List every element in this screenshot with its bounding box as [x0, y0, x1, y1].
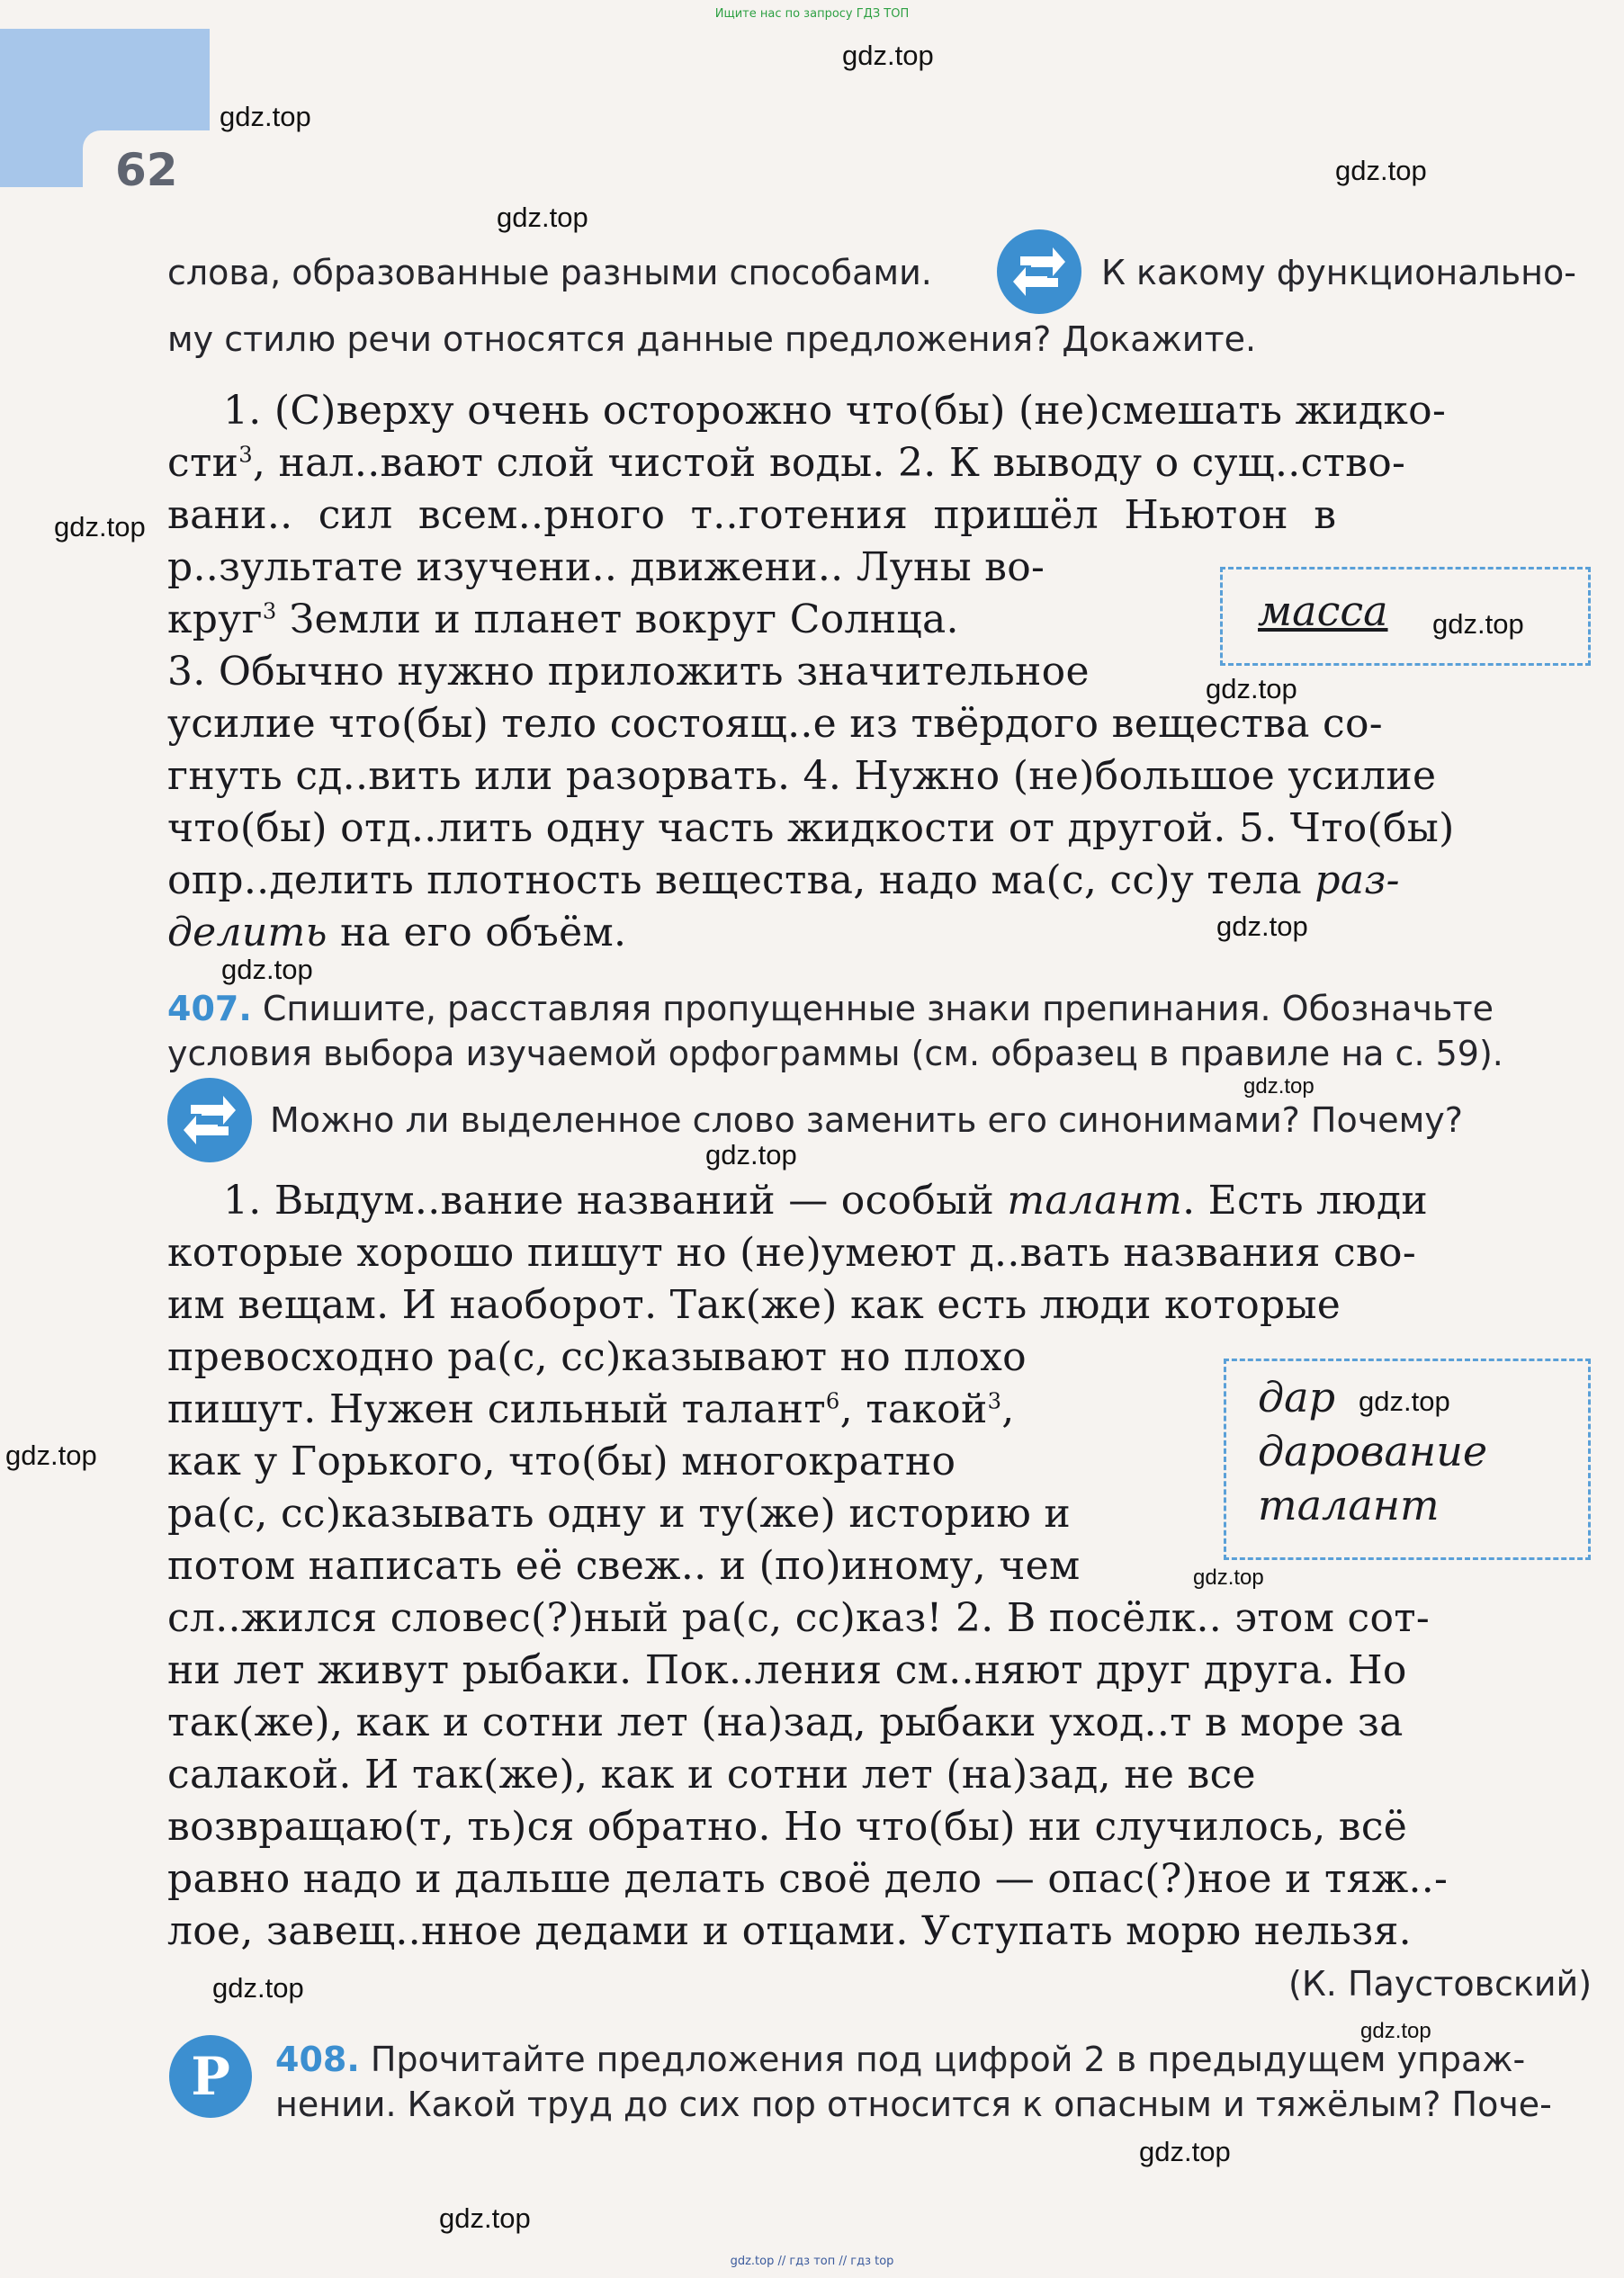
text-line: сл..жился словес(?)ный ра(с, сс)каз! 2. В посёлк.. этом сот-: [167, 1595, 1431, 1641]
italic-word: раз-: [1314, 857, 1400, 903]
text-part: . Есть люди: [1182, 1178, 1429, 1224]
text-line: [167, 1384, 1015, 1436]
watermark: gdz.top: [1360, 2019, 1431, 2043]
exercise-408-task-line-2: нении. Какой труд до сих пор относится к опасным и тяжёлым? Поче-: [275, 2085, 1552, 2124]
watermark: gdz.top: [1139, 2136, 1231, 2167]
exercise-407-task-line-1: [167, 986, 1494, 1031]
speech-development-badge: Р: [169, 2035, 252, 2118]
watermark: gdz.top: [1193, 1565, 1264, 1590]
watermark: gdz.top: [54, 511, 146, 543]
text-line: р..зультате изучени.. движени.. Луны во-: [167, 544, 1045, 590]
text-line: вани.. сил всем..рного т..готения пришёл Ньютон в: [167, 492, 1337, 538]
watermark: gdz.top: [220, 101, 311, 132]
watermark: gdz.top: [5, 1439, 97, 1471]
text-line: им вещам. И наоборот. Так(же) как есть люди которые: [167, 1282, 1341, 1328]
text-line: [167, 594, 959, 646]
text-line: [167, 437, 1405, 489]
text-part: , нал..вают слой чистой воды. 2. К выводу о сущ..ство-: [252, 440, 1406, 486]
watermark: gdz.top: [1216, 910, 1308, 942]
watermark: gdz.top: [705, 1139, 797, 1170]
repeat-icon: [997, 229, 1081, 314]
intro-line-1a: слова, образованные разными способами.: [167, 253, 932, 292]
text-line: возвращаю(т, ть)ся обратно. Но что(бы) ни случилось, всё: [167, 1804, 1408, 1850]
footnote-mark: 3: [987, 1388, 1002, 1414]
text-part: ,: [1001, 1386, 1015, 1432]
watermark: gdz.top: [1335, 155, 1427, 186]
repeat-icon: [167, 1078, 252, 1162]
watermark: gdz.top: [1432, 608, 1524, 640]
text-line: что(бы) отд..лить одну часть жидкости от другой. 5. Что(бы): [167, 805, 1455, 851]
text-line: ни лет живут рыбаки. Пок..ления см..няют друг друга. Но: [167, 1647, 1407, 1693]
watermark: gdz.top: [497, 202, 588, 233]
footnote-mark: 3: [238, 442, 253, 468]
text-line: лое, завещ..нное дедами и отцами. Уступать морю нельзя.: [167, 1908, 1412, 1954]
italic-word: делить: [167, 910, 327, 955]
watermark: gdz.top: [439, 2202, 531, 2234]
exercise-number: 408.: [275, 2040, 360, 2079]
text-line: усилие что(бы) тело состоящ..е из твёрдого вещества со-: [167, 701, 1383, 747]
exercise-408-task-line-1: [275, 2037, 1525, 2082]
text-line: ра(с, сс)казывать одну и ту(же) историю и: [167, 1491, 1072, 1537]
text-line: превосходно ра(с, сс)казывают но плохо: [167, 1334, 1027, 1380]
vocabulary-word: дар: [1258, 1373, 1336, 1422]
vocabulary-word: масса: [1258, 587, 1388, 635]
intro-line-2: му стилю речи относятся данные предложения? Докажите.: [167, 319, 1257, 359]
intro-line-1b: К какому функционально-: [1101, 253, 1576, 292]
text-part: на его объём.: [327, 910, 627, 955]
text-line: салакой. И так(же), как и сотни лет (на)зад, не все: [167, 1752, 1256, 1798]
text-line: так(же), как и сотни лет (на)зад, рыбаки уход..т в море за: [167, 1700, 1404, 1745]
top-note: Ищите нас по запросу ГДЗ ТОП: [714, 7, 910, 21]
watermark: gdz.top: [842, 40, 934, 71]
watermark: gdz.top: [1243, 1074, 1314, 1099]
text-line: 3. Обычно нужно приложить значительное: [167, 649, 1090, 695]
text-line: как у Горького, что(бы) многократно: [167, 1439, 956, 1484]
task-text: Спишите, расставляя пропущенные знаки препинания. Обозначьте: [251, 989, 1494, 1028]
exercise-407-question: Можно ли выделенное слово заменить его синонимами? Почему?: [270, 1100, 1463, 1140]
text-line: 1. (С)верху очень осторожно что(бы) (не)смешать жидко-: [223, 388, 1447, 434]
text-part: опр..делить плотность вещества, надо ма(с, сс)у тела: [167, 857, 1315, 903]
watermark: gdz.top: [212, 1972, 304, 2004]
text-line: гнуть сд..вить или разорвать. 4. Нужно (не)большое усилие: [167, 753, 1437, 799]
watermark: gdz.top: [1359, 1386, 1450, 1417]
text-line: [223, 1175, 1428, 1227]
text-part: Земли и планет вокруг Солнца.: [276, 596, 959, 642]
text-part: , такой: [839, 1386, 988, 1432]
text-line: [167, 855, 1400, 907]
exercise-number: 407.: [167, 989, 252, 1028]
text-line: равно надо и дальше делать своё дело — опас(?)ное и тяж..-: [167, 1856, 1449, 1902]
vocabulary-word: талант: [1258, 1481, 1440, 1529]
page-number: 62: [115, 144, 178, 196]
text-part: сти: [167, 440, 239, 486]
text-part: пишут. Нужен сильный талант: [167, 1386, 826, 1432]
bottom-note: gdz.top // гдз топ // гдз top: [730, 2255, 894, 2268]
watermark: gdz.top: [1206, 673, 1297, 704]
footnote-mark: 3: [262, 598, 277, 624]
author: (К. Паустовский): [1288, 1964, 1593, 2004]
watermark: gdz.top: [221, 954, 313, 985]
vocabulary-word: дарование: [1258, 1427, 1488, 1475]
highlighted-word: талант: [1007, 1178, 1183, 1224]
text-line: [167, 907, 626, 959]
text-part: круг: [167, 596, 263, 642]
task-text: Прочитайте предложения под цифрой 2 в предыдущем упраж-: [359, 2040, 1526, 2079]
text-line: потом написать её свеж.. и (по)иному, чем: [167, 1543, 1081, 1589]
footnote-mark: 6: [825, 1388, 840, 1414]
text-part: 1. Выдум..вание названий — особый: [223, 1178, 1008, 1224]
exercise-407-task-line-2: условия выбора изучаемой орфограммы (см. образец в правиле на с. 59).: [167, 1034, 1503, 1073]
text-line: которые хорошо пишут но (не)умеют д..вать названия сво-: [167, 1230, 1417, 1276]
